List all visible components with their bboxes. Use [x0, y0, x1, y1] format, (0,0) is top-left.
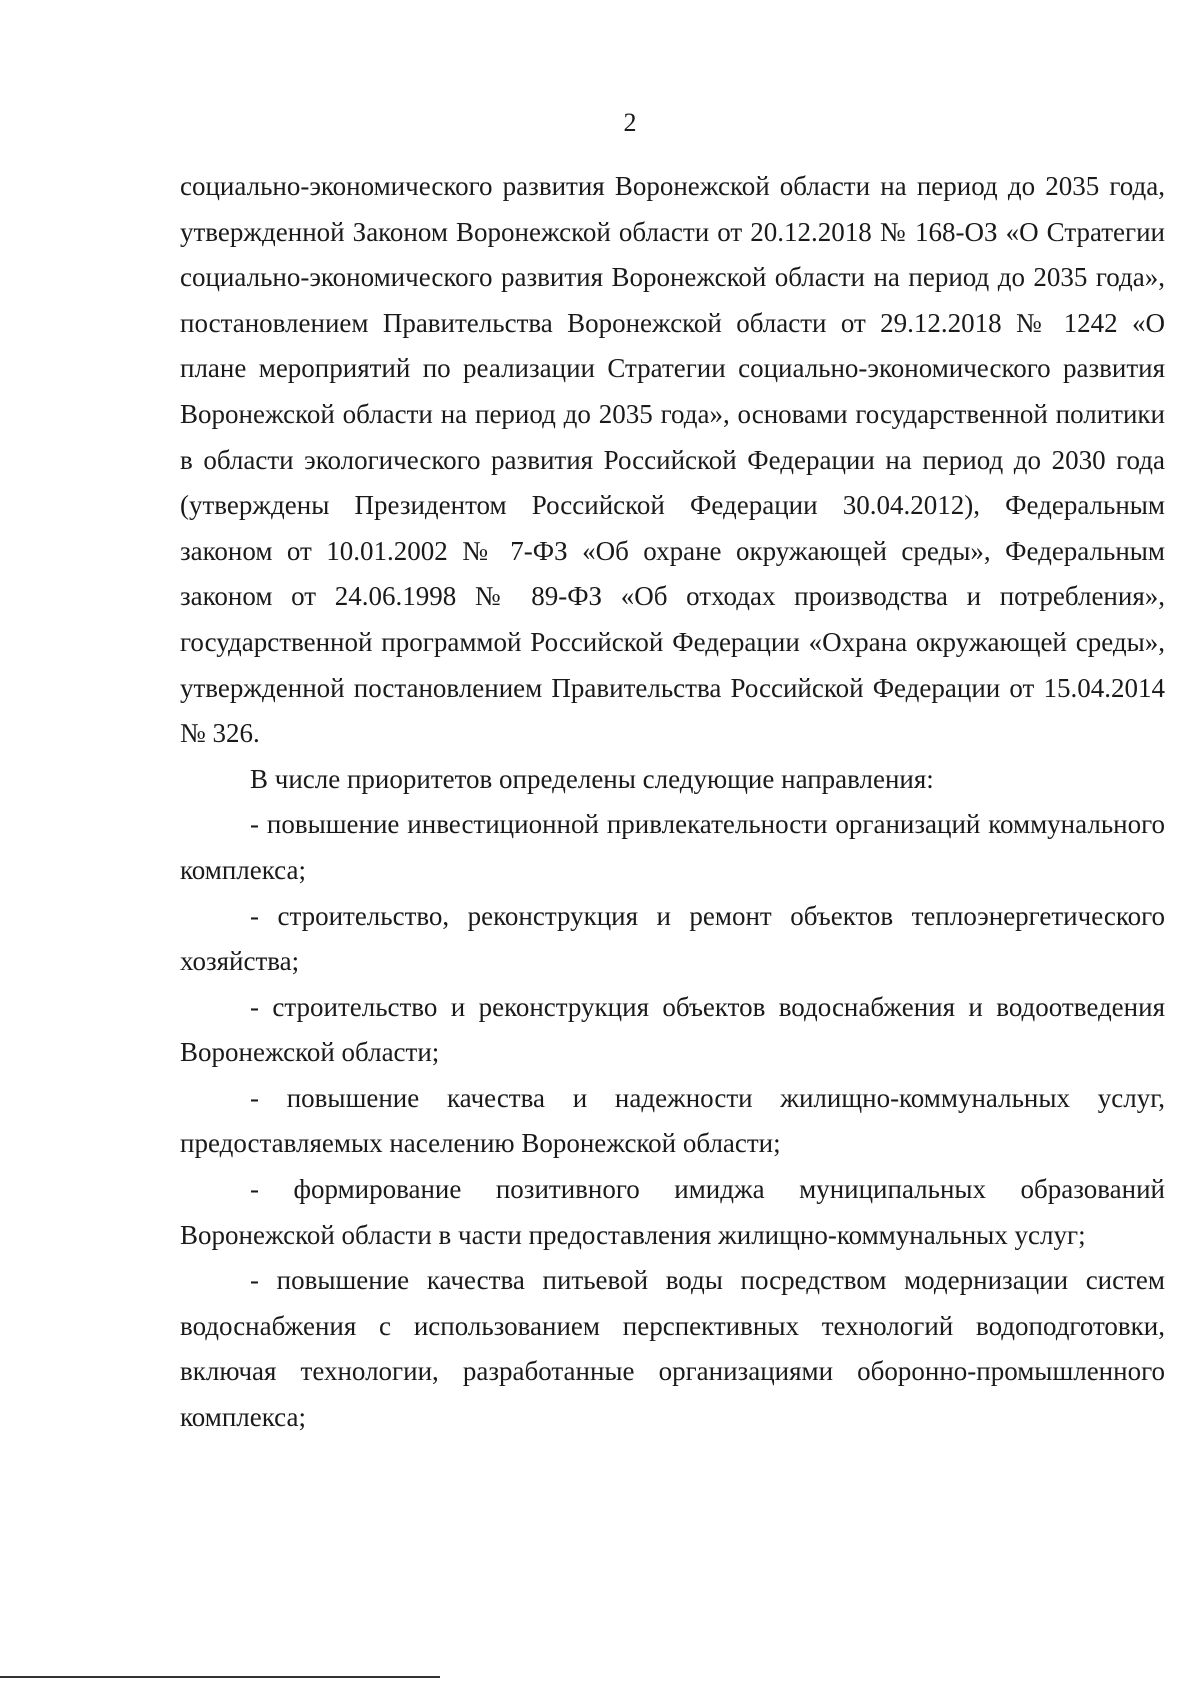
list-item: - повышение качества и надежности жилищно-коммунальных услуг, предоставляемых населению Воронежской области;: [180, 1082, 1165, 1159]
list-item: - строительство и реконструкция объектов водоснабжения и водоотведения Воронежской области;: [180, 991, 1165, 1068]
list-item: - строительство, реконструкция и ремонт объектов теплоэнергетического хозяйства;: [180, 900, 1165, 977]
document-body: [180, 164, 1165, 1441]
paragraph-legal-basis: социально-экономического развития Воронежской области на период до 2035 года, утвержденной Законом Воронежской области от 20.12.2018 № 168-ОЗ «О Стратегии социально-экономического развития Воронежской области на период до 2035 года», постановлением Правительства Воронежской области от 29.12.2018 № 1242 «О плане мероприятий по реализации Стратегии социально-экономического развития Воронежской области на период до 2035 года», основами государственной политики в области экологического развития Российской Федерации на период до 2030 года (утверждены Президентом Российской Федерации 30.04.2012), Федеральным законом от 10.01.2002 № 7-ФЗ «Об охране окружающей среды», Федеральным законом от 24.06.1998 № 89-ФЗ «Об отходах производства и потребления», государственной программой Российской Федерации «Охрана окружающей среды», утвержденной постановлением Правительства Российской Федерации от 15.04.2014 № 326.: [180, 171, 1165, 749]
list-item: - повышение инвестиционной привлекательности организаций коммунального комплекса;: [180, 809, 1165, 885]
list-item: - повышение качества питьевой воды посредством модернизации систем водоснабжения с использованием перспективных технологий водоподготовки, включая технологии, разработанные организациями оборонно-промышленного комплекса;: [180, 1265, 1165, 1433]
page-number: 2: [623, 108, 637, 137]
list-item: - формирование позитивного имиджа муниципальных образований Воронежской области в части предоставления жилищно-коммунальных услуг;: [180, 1174, 1165, 1250]
paragraph-priorities-intro: В числе приоритетов определены следующие направления:: [250, 763, 934, 794]
bottom-rule: [0, 1676, 440, 1678]
